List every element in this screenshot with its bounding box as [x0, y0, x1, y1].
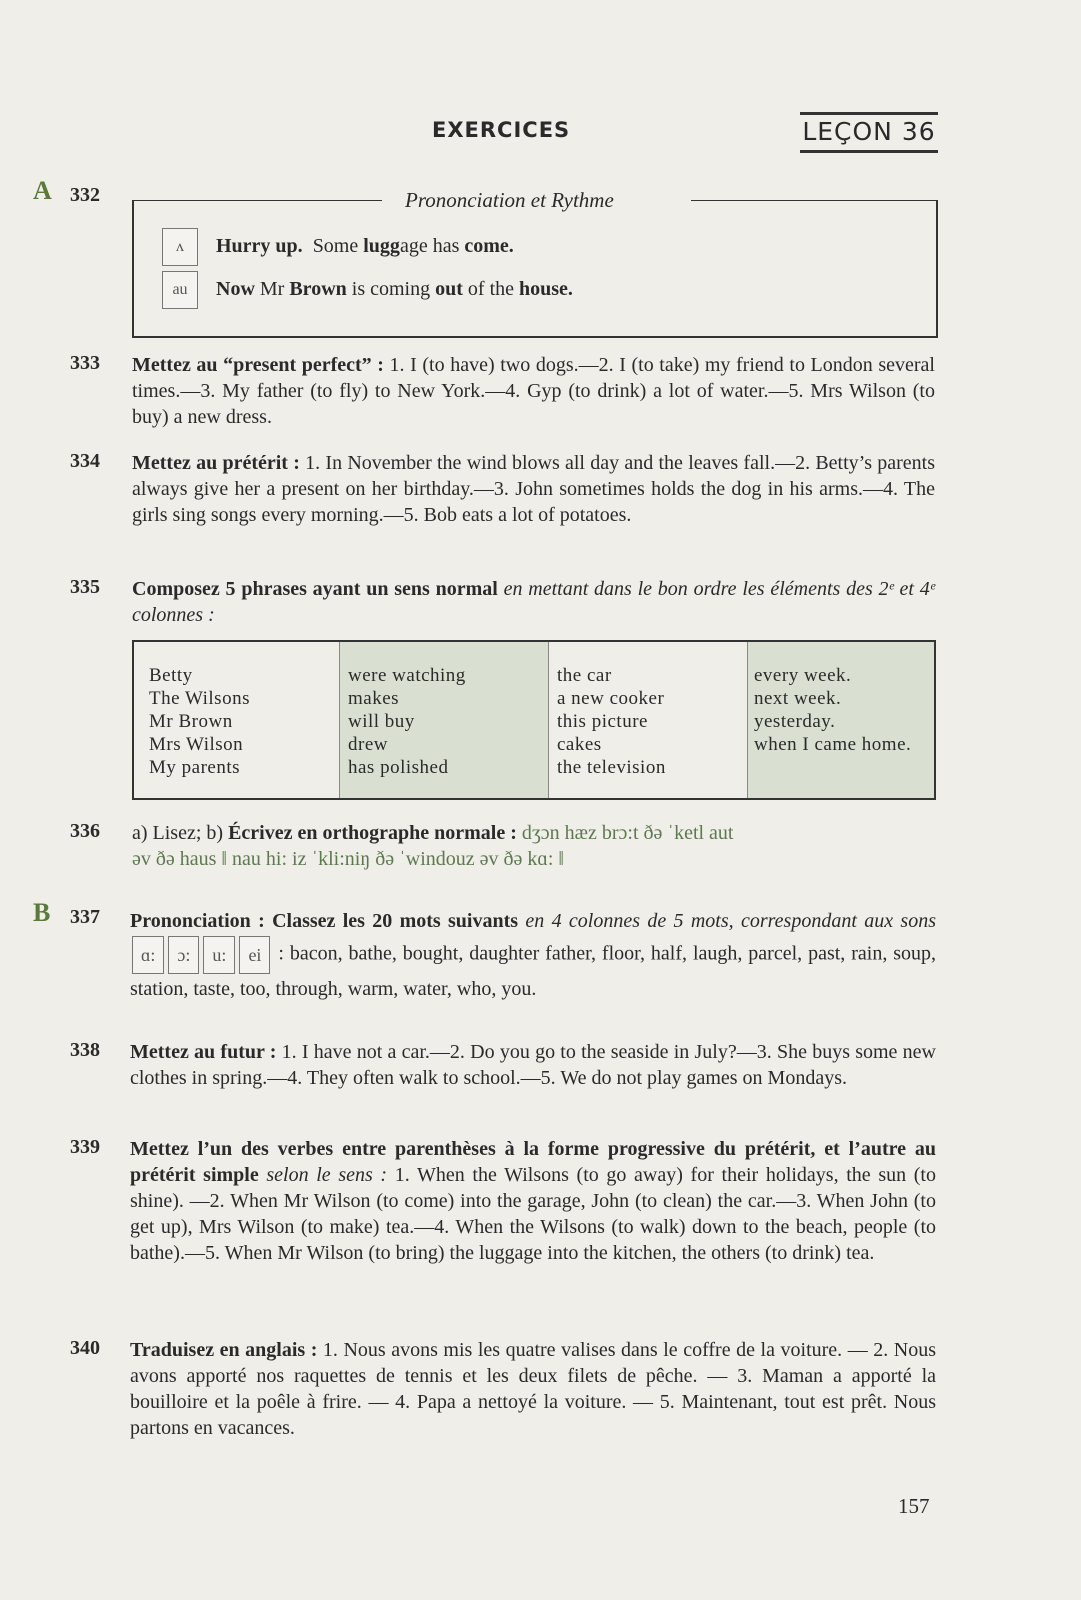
lesson-label: LEÇON 36	[800, 112, 938, 153]
exercise-334-body: 1. In November the wind blows all day and the leaves fall.—2. Betty’s parents always give her a present on her birthday.—3. John sometimes holds the dog in his arms.—4. The girls sing songs every morning.—5. Bob eats a lot of potatoes.	[132, 452, 936, 526]
exercise-number-335: 335	[70, 576, 100, 598]
pronunciation-box	[132, 200, 938, 338]
phonetic-transcription-2: əv ðə haus ‖ nau hi: iz ˈkli:niŋ ðə ˈwindouz əv ðə kɑ: ‖	[132, 848, 565, 870]
exercise-number-333: 333	[70, 352, 100, 374]
table-cell: the car	[557, 665, 612, 686]
exercise-333-instruction: Mettez au “present perfect” :	[132, 354, 390, 376]
phonetic-symbol-box: ʌ	[162, 228, 198, 266]
table-cell: were watching	[348, 665, 466, 686]
sentence-table	[132, 640, 936, 800]
table-cell: when I came home.	[754, 734, 912, 755]
exercise-number-337: 337	[70, 906, 100, 928]
pronunciation-caption: Prononciation et Rythme	[405, 188, 614, 212]
rhythm-line-1	[216, 235, 514, 258]
table-cell: will buy	[348, 711, 415, 732]
page-header-title: EXERCICES	[432, 118, 571, 142]
exercise-334-instruction: Mettez au prétérit :	[132, 452, 306, 474]
exercise-338-body: 1. I have not a car.—2. Do you go to the seaside in July?—3. She buys some new clothes in spring.—4. They often walk to school.—5. We do not play games on Mondays.	[130, 1041, 936, 1089]
section-a-label: A	[33, 176, 52, 205]
exercise-339-text	[130, 1136, 936, 1266]
exercise-339-instruction-italic: selon le sens :	[258, 1164, 395, 1186]
exercise-335-instruction-italic: en mettant dans le bon ordre les éléments des 2ᵉ et 4ᵉ colonnes :	[132, 578, 935, 626]
rhythm-line-2	[216, 278, 573, 301]
stressed-word: Now	[216, 278, 255, 300]
table-cell: My parents	[149, 757, 241, 778]
exercise-337-instruction: Prononciation : Classez les 20 mots suivants	[130, 910, 519, 932]
exercise-333-body: 1. I (to have) two dogs.—2. I (to take) my friend to London several times.—3. My father (to fly) to New York.—4. Gyp (to drink) a lot of water.—5. Mrs Wilson (to buy) a new dress.	[132, 354, 935, 428]
exercise-number-340: 340	[70, 1337, 100, 1359]
exercise-number-334: 334	[70, 450, 100, 472]
exercise-336-text	[132, 820, 935, 872]
unstressed-text: is coming	[346, 278, 436, 300]
exercise-number-339: 339	[70, 1136, 100, 1158]
exercise-338-instruction: Mettez au futur :	[130, 1041, 282, 1063]
table-cell: makes	[348, 688, 400, 709]
table-cell: has polished	[348, 757, 449, 778]
exercise-340-body: 1. Nous avons mis les quatre valises dans le coffre de la voiture. — 2. Nous avons apporté nos raquettes de tennis et les deux filets de pêche. — 3. Maman a apporté la bouilloire et la poêle à frire. — 4. Papa a nettoyé la voiture. — 5. Maintenant, tout est prêt. Nous partons en vacances.	[130, 1339, 936, 1439]
table-cell: Mr Brown	[149, 711, 233, 732]
sound-box: ɑ:	[132, 936, 164, 974]
sound-box: ei	[239, 936, 270, 974]
table-cell: cakes	[557, 734, 602, 755]
table-cell: Betty	[149, 665, 193, 686]
unstressed-text: Some	[302, 235, 364, 257]
table-cell: a new cooker	[557, 688, 665, 709]
sound-box: ɔ:	[168, 936, 199, 974]
unstressed-text: age has	[399, 235, 465, 257]
table-column-objects	[549, 641, 748, 799]
stressed-word: come.	[464, 235, 514, 257]
table-cell: Mrs Wilson	[149, 734, 244, 755]
unstressed-text: Mr	[254, 278, 290, 300]
stressed-word: lugg	[363, 235, 400, 257]
word-list-start: : bacon, bathe, bought, daughter	[278, 942, 540, 965]
section-b-label: B	[33, 898, 51, 927]
phonetic-transcription-1: dʒɔn hæz brɔ:t ðə ˈketl aut	[521, 822, 734, 844]
table-cell: drew	[348, 734, 388, 755]
exercise-number-338: 338	[70, 1039, 100, 1061]
table-cell: this picture	[557, 711, 648, 732]
exercise-340-instruction: Traduisez en anglais :	[130, 1339, 323, 1361]
table-cell: next week.	[754, 688, 842, 709]
phonetic-symbol-box: au	[162, 271, 198, 309]
exercise-338-text	[130, 1039, 936, 1091]
page-number: 157	[898, 1494, 930, 1518]
stressed-word: Brown	[289, 278, 347, 300]
exercise-335-text	[132, 576, 935, 628]
exercise-337-text	[130, 906, 936, 1004]
stressed-word: Hurry up.	[216, 235, 303, 257]
exercise-335-instruction: Composez 5 phrases ayant un sens normal	[132, 578, 498, 600]
stressed-word: out	[435, 278, 463, 300]
exercise-336-instruction: Écrivez en orthographe normale :	[228, 822, 522, 844]
box-top-rule-right	[691, 200, 936, 201]
exercise-334-text	[132, 450, 935, 528]
exercise-339-instruction: Mettez l’un des verbes entre parenthèses à la forme progressive du prétérit, et l’autre au prétérit simple	[130, 1138, 936, 1186]
table-column-time	[748, 641, 936, 799]
exercise-337-instruction-italic: en 4 colonnes de 5 mots, correspondant aux sons	[518, 910, 936, 932]
box-top-rule-left	[132, 200, 382, 201]
table-cell: The Wilsons	[149, 688, 250, 709]
exercise-339-body: 1. When the Wilsons (to go away) for their holidays, the sun (to shine). —2. When Mr Wilson (to come) into the garage, John (to clean) the car.—3. When John (to get up), Mrs Wilson (to make) tea.—4. When the Wilsons (to walk) down to the beach, people (to bathe).—5. When Mr Wilson (to bring) the luggage into the kitchen, the others (to drink) tea.	[130, 1164, 936, 1264]
table-cell: every week.	[754, 665, 852, 686]
sound-box: u:	[203, 936, 235, 974]
table-column-verbs	[340, 641, 549, 799]
exercise-number-332: 332	[70, 184, 100, 206]
exercise-336-prefix: a) Lisez; b)	[132, 822, 229, 844]
exercise-333-text	[132, 352, 935, 430]
table-cell: yesterday.	[754, 711, 836, 732]
word-list-rest: father, floor, half, laugh, parcel, past, rain, soup, station, taste, too, through, warm, water, who, you.	[130, 942, 937, 1000]
table-cell: the television	[557, 757, 666, 778]
stressed-word: house.	[519, 278, 573, 300]
exercise-340-text	[130, 1337, 936, 1441]
table-column-subjects	[133, 641, 340, 799]
exercise-number-336: 336	[70, 820, 100, 842]
unstressed-text: of the	[462, 278, 519, 300]
